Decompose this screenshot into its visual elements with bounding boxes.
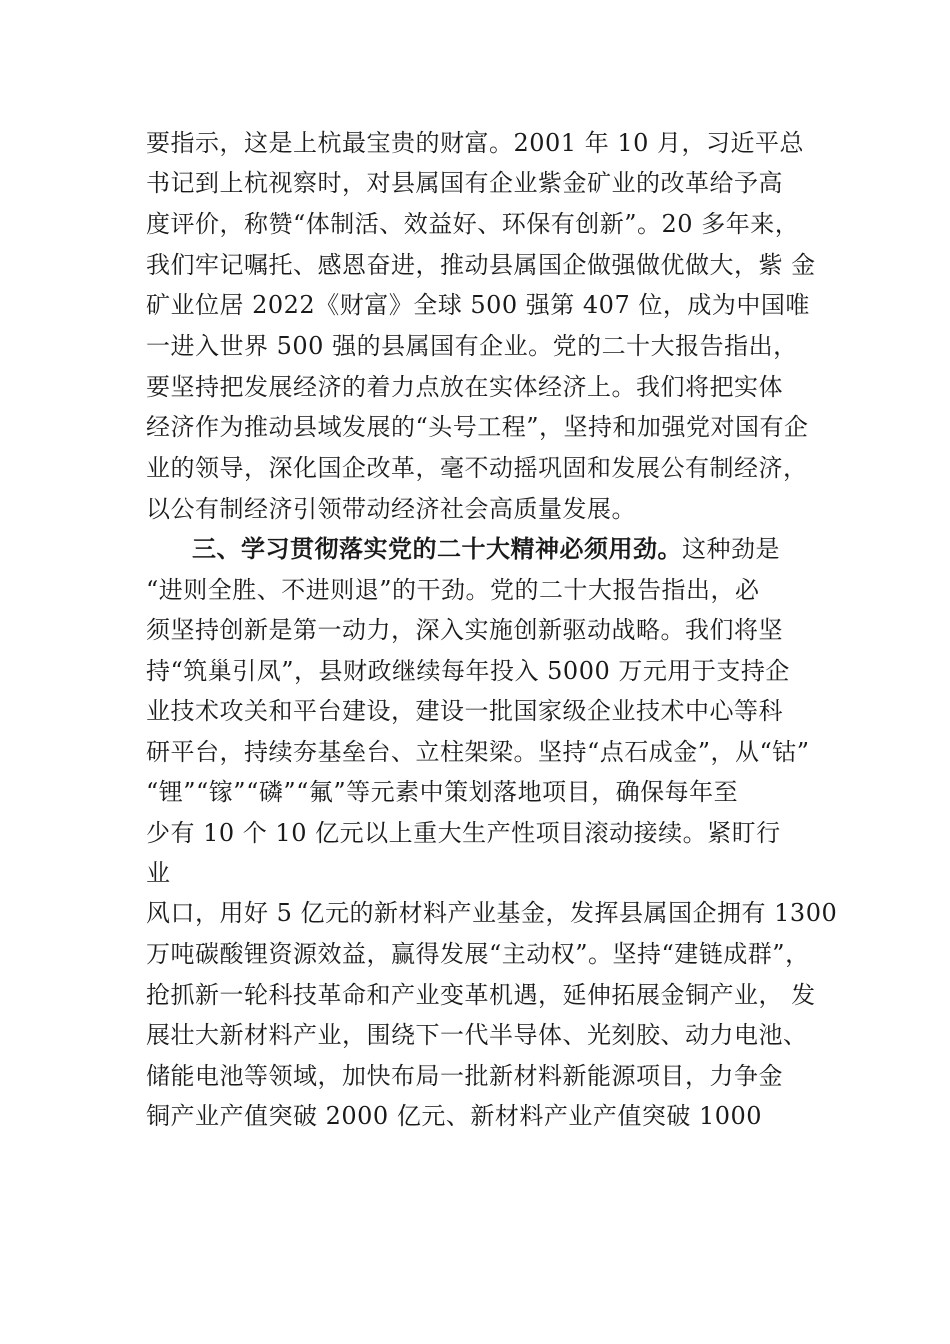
text-line: 抢抓新一轮科技革命和产业变革机遇，延伸拓展金铜产业， 发 [146,981,816,1009]
text-line: 要坚持把发展经济的着力点放在实体经济上。我们将把实体 [146,373,783,401]
text-line: 铜产业产值突破 2000 亿元、新材料产业产值突破 1000 [146,1102,763,1130]
text-line: 持“筑巢引凤”，县财政继续每年投入 5000 万元用于支持企 [146,657,790,685]
text-line: 万吨碳酸锂资源效益，赢得发展“主动权”。坚持“建链成群”， [146,940,810,968]
text-line: 须坚持创新是第一动力，深入实施创新驱动战略。我们将坚 [146,616,783,644]
text-line: 研平台，持续夯基垒台、立柱架梁。坚持“点石成金”，从“钴” [146,738,810,766]
text-line: 业的领导，深化国企改革，毫不动摇巩固和发展公有制经济， [146,454,808,482]
text-line: 业 [146,859,171,887]
section-3-first-line-rest: 这种劲是 [682,535,780,563]
text-line: 经济作为推动县域发展的“头号工程”，坚持和加强党对国有企 [146,413,809,441]
text-line: 业技术攻关和平台建设，建设一批国家级企业技术中心等科 [146,697,783,725]
text-line: “锂”“镓”“磷”“氟”等元素中策划落地项目，确保每年至 [146,778,739,806]
text-line: 度评价，称赞“体制活、效益好、环保有创新”。20 多年来， [146,210,800,238]
text-line: “进则全胜、不进则退”的干劲。党的二十大报告指出，必 [146,576,760,604]
section-3-heading: 三、学习贯彻落实党的二十大精神必须用劲。 [192,534,682,563]
text-line: 储能电池等领域，加快布局一批新材料新能源项目，力争金 [146,1062,783,1090]
text-line: 书记到上杭视察时，对县属国有企业紫金矿业的改革给予高 [146,169,783,197]
text-line: 展壮大新材料产业，围绕下一代半导体、光刻胶、动力电池、 [146,1021,808,1049]
text-line: 要指示，这是上杭最宝贵的财富。2001 年 10 月，习近平总 [146,129,805,157]
text-line: 矿业位居 2022《财富》全球 500 强第 407 位，成为中国唯 [146,291,810,319]
text-line: 少有 10 个 10 亿元以上重大生产性项目滚动接续。紧盯行 [146,819,781,847]
text-line: 以公有制经济引领带动经济社会高质量发展。 [146,495,636,523]
text-line: 我们牢记嘱托、感恩奋进，推动县属国企做强做优做大，紫 金 [146,251,816,279]
text-line: 风口，用好 5 亿元的新材料产业基金，发挥县属国企拥有 1300 [146,899,838,927]
section-3-first-line [192,534,780,564]
text-line: 一进入世界 500 强的县属国有企业。党的二十大报告指出， [146,332,798,360]
